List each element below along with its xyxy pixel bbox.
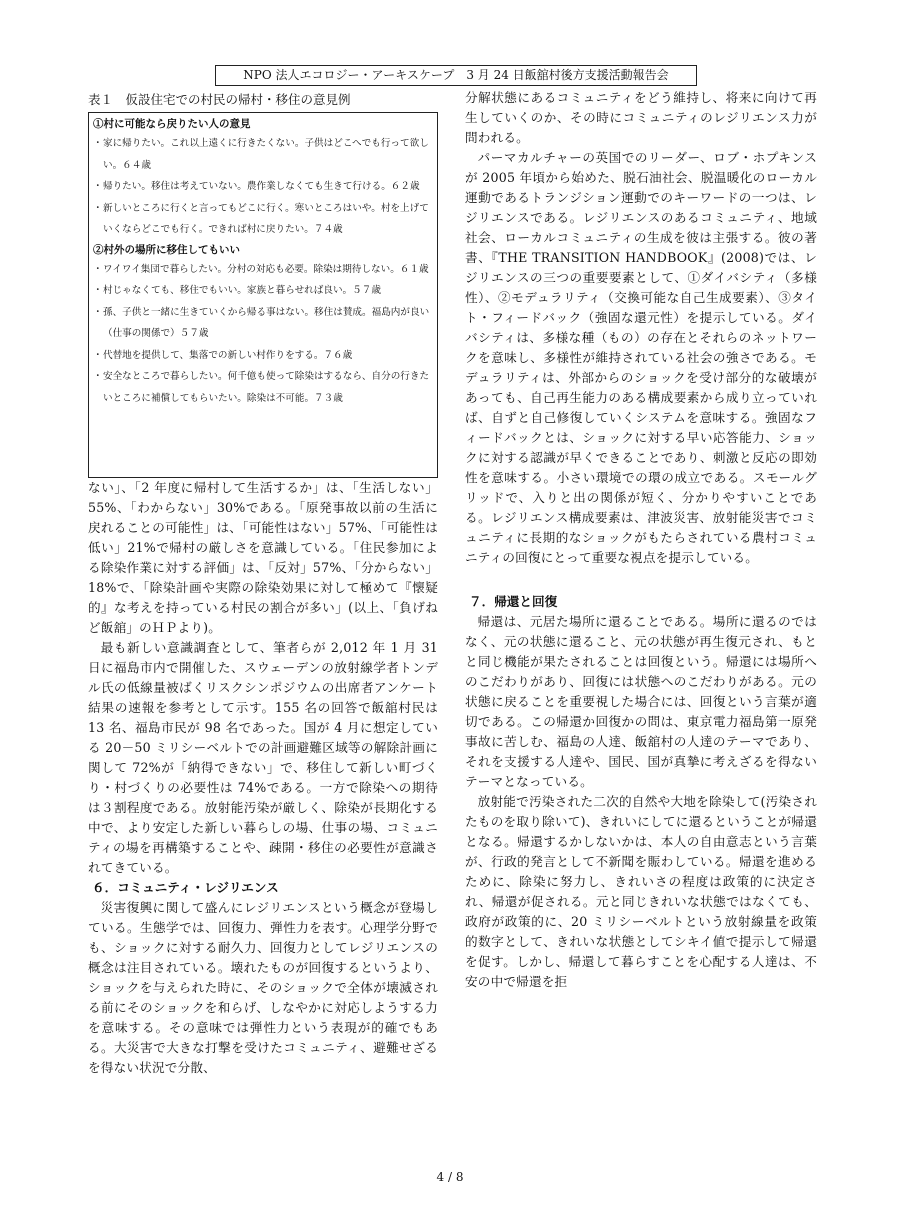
spacer [465, 568, 817, 592]
report-header: NPO 法人エコロジー・アーキスケープ 3 月 24 日飯舘村後方支援活動報告会 [215, 65, 697, 86]
body-paragraph: 放射能で汚染された二次的自然や大地を除染して(汚染されたものを取り除いて)、きれいにしてに還るということが帰還となる。帰還するかしないかは、本人の自由意志という言葉が、行政的発言として不新聞を賑わしている。帰還を進めるために、除染に努力し、きれいさの程度は政策的に決定され、帰還が促される。元と同じきれいな状態ではなくても、政府が政策的に、20 ミリシーベルトという放射線量を政策的数字として、きれいな状態としてシキイ値で提示して帰還を促す。しかし、帰還して暮らすことを心配する人達は、不安の中で帰還を拒 [465, 794, 817, 989]
table-section-title: ②村外の場所に移住してもいい [93, 243, 240, 256]
table-item: ・ 代替地を提供して、集落での新しい村作りをする。７６歳 [93, 345, 433, 367]
section-heading: ６．コミュニティ・レジリエンス [92, 880, 279, 895]
left-column [88, 90, 438, 1078]
section-heading: ７．帰還と回復 [469, 594, 558, 609]
table-item: ・ 安全なところで暮らしたい。何千億も使って除染はするなら、自分の行きたいところに補償してもらいたい。除染は不可能。７３歳 [93, 366, 433, 409]
table-item: ・ 新しいところに行くと言ってもどこに行く。寒いところはいや。村を上げていくならどこでも行く。できれば村に戻りたい。７４歳 [93, 198, 433, 241]
table-item: ・ 孫、子供と一緒に生きていくから帰る事はない。移住は賛成。福島内が良い（仕事の関係で）５７歳 [93, 302, 433, 345]
opinion-table [88, 112, 438, 478]
body-paragraph: ない」、「2 年度に帰村して生活するか」は、「生活しない」55%、「わからない」30%である。「原発事故以前の生活に戻れることの可能性」は、「可能性はない」57%、「可能性は低い」21%で帰村の厳しさを意識している。「住民参加による除染作業に対する評価」は、「反対」57%、「分からない」18%で、「除染計画や実際の除染効果に対して極めて『懐疑的』な考えを持っている村民の割合が多い」(以上、「負げねど飯舘」のＨＰより)。 [88, 480, 438, 635]
table-item: ・ 村じゃなくても、移住でもいい。家族と暮らせれば良い。５７歳 [93, 280, 433, 302]
body-paragraph: 最も新しい意識調査として、筆者らが 2,012 年 1 月 31 日に福島市内で開催した、スウェーデンの放射線学者トンデル氏の低線量被ばくリスクシンポジウムの出席者アンケート結果の速報を参考として示す。155 名の回答で飯舘村民は 13 名、福島市民が 98 名であった。国が 4 月に想定している 20－50 ミリシーベルトでの計画避難区域等の解除計画に関して 72%が「納得できない」で、移住して新しい町づくり・村づくりの必要性は 74%である。一方で除染への期待は３割程度である。放射能汚染が厳しく、除染が長期化する中で、より安定した新しい暮らしの場、仕事の場、コミュニティの場を再構築することや、疎開・移住の必要性が意識されてきている。 [88, 640, 438, 875]
table-item: ・ 帰りたい。移住は考えていない。農作業しなくても生きて行ける。６２歳 [93, 176, 433, 198]
body-paragraph: 分解状態にあるコミュニティをどう維持し、将来に向けて再生していくのか、その時にコミュニティのレジリエンス力が問われる。 [465, 90, 817, 145]
page-number: 4 / 8 [436, 1170, 464, 1184]
body-paragraph: パーマカルチャーの英国でのリーダー、ロブ・ホプキンスが 2005 年頃から始めた、脱石油社会、脱温暖化のローカル運動であるトランジション運動でのキーワードの一つは、レジリエンスである。レジリエンスのあるコミュニティ、地域社会、ローカルコミュニティの生成を彼は主張する。彼の著書、『THE TRANSITION HANDBOOK』(2008)では、レジリエンスの三つの重要要素として、①ダイバシティ（多様性）、②モデュラリティ（交換可能な自己生成要素）、③タイト・フィードバック（強固な還元性）を提示している。ダイバシティは、多様な種（もの）の存在とそれらのネットワークを意味し、多様性が維持されている社会の強さである。モデュラリティは、外部からのショックを受け部分的な破壊があっても、自己再生能力のある構成要素から成り立っていれば、自ずと自己修復していくシステムを意味する。強固なフィードバックとは、ショックに対する早い応答能力、ショックに対する認識が早くできることであり、刺激と反応の即効性を意味する。小さい環境での環の成立である。スモールグリッドで、入りと出の関係が短く、分かりやすいことである。レジリエンス構成要素は、津波災害、放射能災害でコミュニティに長期的なショックがもたらされている農村コミュニティの回復にとって重要な視点を提示している。 [465, 150, 817, 565]
body-paragraph: 帰還は、元居た場所に還ることである。場所に還るのではなく、元の状態に還ること、元の状態が再生復元され、もとと同じ機能が果たされることは回復という。帰還には場所へのこだわりがあり、回復には状態へのこだわりがある。元の状態に戻ることを重要視した場合には、回復という言葉が適切である。この帰還か回復かの問は、東京電力福島第一原発事故に苦しむ、福島の人達、飯舘村の人達のテーマであり、それを支援する人達や、国民、国が真摯に考えざるを得ないテーマとなっている。 [465, 614, 817, 789]
table-section-title: ①村に可能なら戻りたい人の意見 [93, 118, 251, 130]
table-item: ・ ワイワイ集団で暮らしたい。分村の対応も必要。除染は期待しない。６１歳 [93, 259, 433, 281]
table-item: ・ 家に帰りたい。これ以上遠くに行きたくない。子供はどこへでも行って欲しい。６４歳 [93, 133, 433, 176]
table-caption: 表１ 仮設住宅での村民の帰村・移住の意見例 [88, 92, 351, 107]
body-paragraph: 災害復興に関して盛んにレジリエンスという概念が登場している。生態学では、回復力、弾性力を表す。心理学分野でも、ショックに対する耐久力、回復力としてレジリエンスの概念は注目されている。壊れたものが回復するというより、ショックを与えられた時に、そのショックで全体が壊滅される前にそのショックを和らげ、しなやかに対応しようする力を意味する。その意味では弾性力という表現が的確でもある。大災害で大きな打撃を受けたコミュニティ、避難せざるを得ない状況で分散、 [88, 900, 438, 1075]
right-column [465, 88, 817, 992]
